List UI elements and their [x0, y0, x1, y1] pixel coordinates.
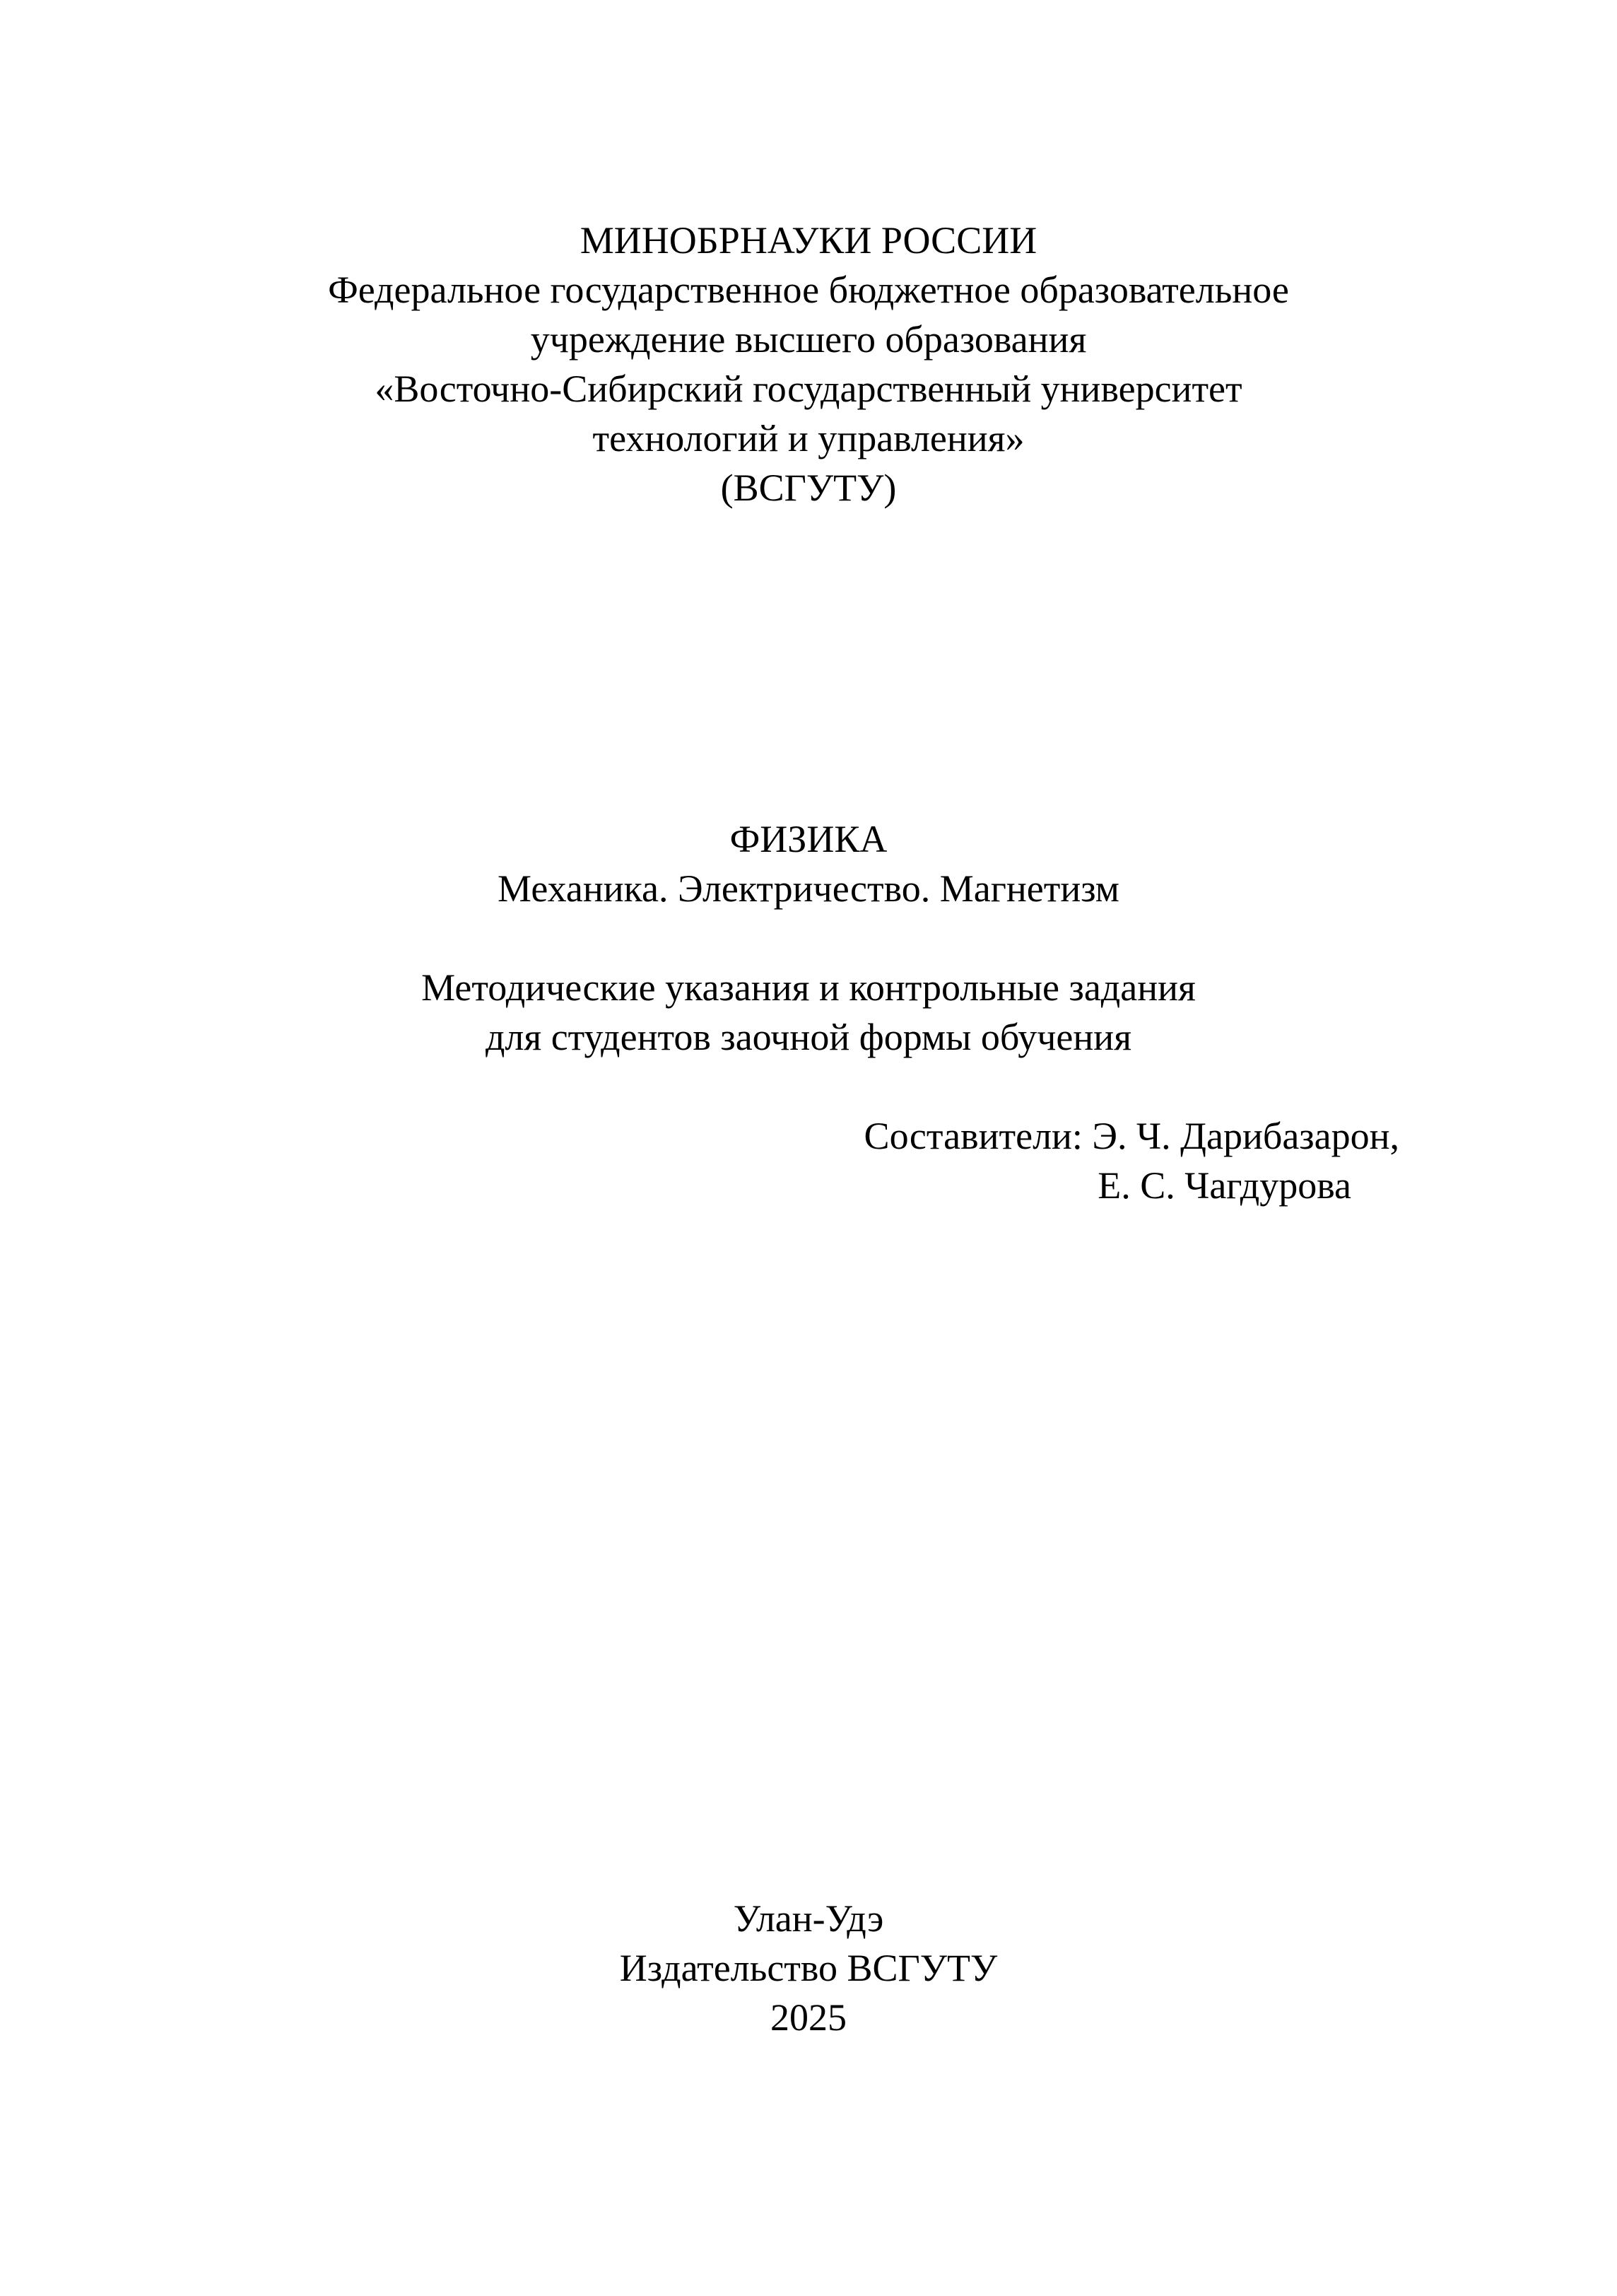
purpose-line-1: Методические указания и контрольные задания [421, 966, 1196, 1009]
document-title: ФИЗИКА [729, 818, 888, 860]
institution-line-1: Федеральное государственное бюджетное образовательное [328, 269, 1289, 311]
purpose-line-2: для студентов заочной формы обучения [485, 1016, 1132, 1058]
imprint-year: 2025 [770, 1996, 847, 2039]
university-name-line-1: «Восточно-Сибирский государственный университет [375, 368, 1242, 410]
imprint-publisher: Издательство ВСГУТУ [619, 1947, 998, 1989]
imprint-city: Улан-Удэ [733, 1897, 884, 1940]
purpose-block [0, 963, 1617, 1062]
ministry-name-line: МИНОБРНАУКИ РОССИИ [580, 219, 1037, 262]
title-block [0, 814, 1617, 913]
university-name-line-2: технологий и управления» [592, 417, 1025, 459]
composers-block [0, 1111, 1399, 1210]
institution-line-2: учреждение высшего образования [530, 318, 1087, 361]
composers-line-1: Составители: Э. Ч. Дарибазарон, [864, 1115, 1399, 1157]
university-abbreviation: (ВСГУТУ) [720, 467, 897, 509]
imprint-block [0, 1894, 1617, 2042]
composers-line-2: Е. С. Чагдурова [1098, 1164, 1351, 1207]
document-subtitle: Механика. Электричество. Магнетизм [498, 867, 1119, 910]
ministry-header [0, 216, 1617, 512]
